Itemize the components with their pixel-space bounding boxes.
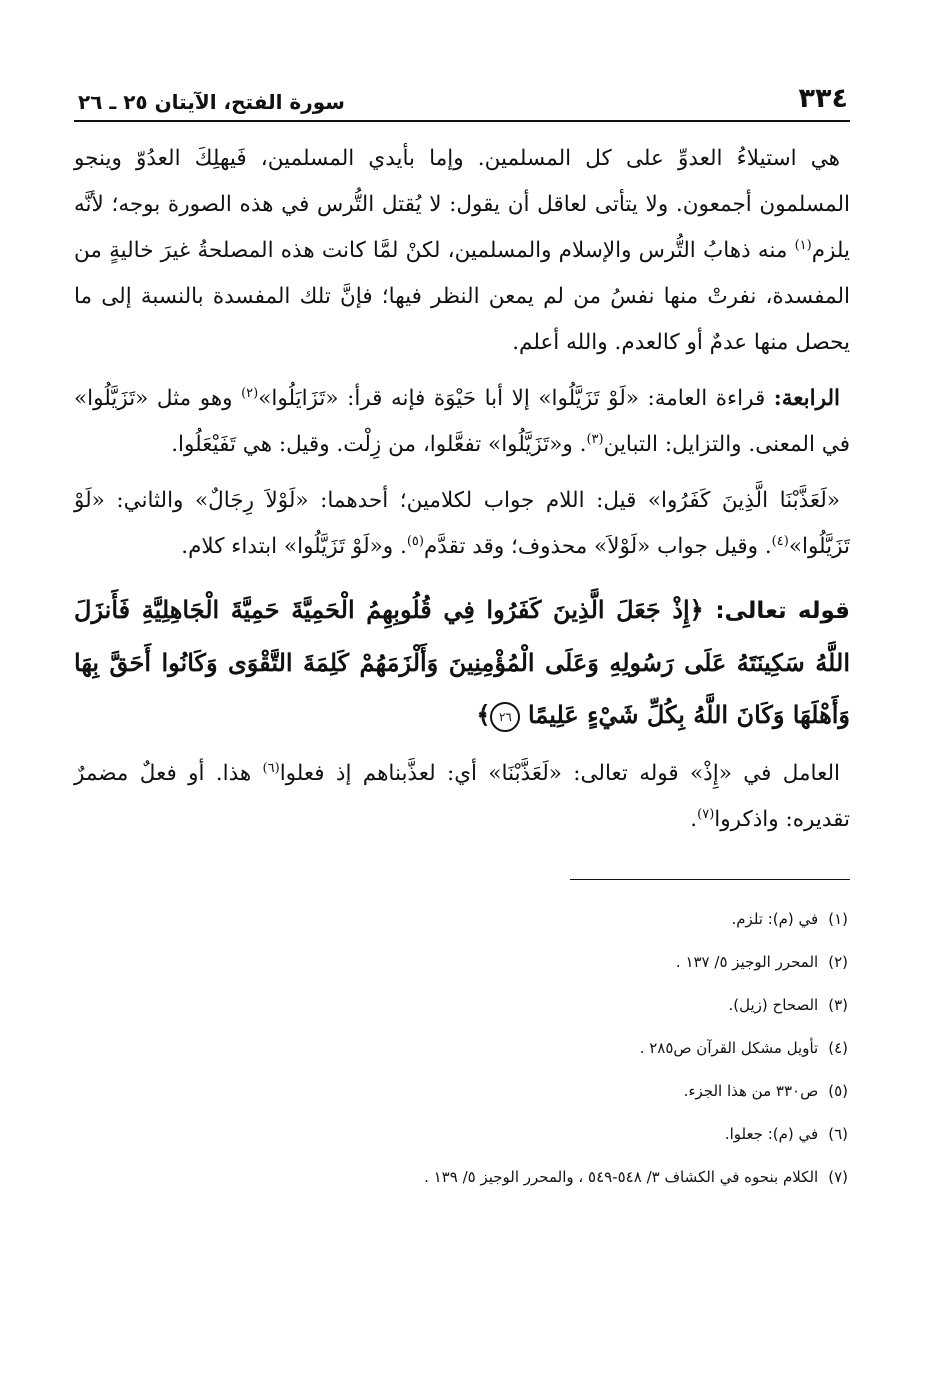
verse-text: ﴿إِذْ جَعَلَ الَّذِينَ كَفَرُوا فِي قُلُوبِهِمُ الْحَمِيَّةَ حَمِيَّةَ الْجَاهِلِيَّةِ فَأَنزَلَ اللَّهُ سَكِينَتَهُ عَلَى رَسُولِهِ وَعَلَى الْمُؤْمِنِينَ وَأَلْزَمَهُمْ كَلِمَةَ التَّقْوَى وَكَانُوا أَحَقَّ بِهَا وَأَهْلَهَا وَكَانَ اللَّهُ بِكُلِّ شَيْءٍ عَلِيمًا — [74, 595, 850, 729]
footnote-ref: (٢) — [241, 385, 259, 401]
paragraph-text: . و«تَزَيَّلُوا» تفعَّلوا، من زِلْت. وقيل: هي تَفَيْعَلُوا. — [171, 432, 587, 457]
footnote-ref: (٥) — [406, 533, 424, 549]
footnote-ref: (١) — [794, 237, 812, 253]
footnote-number: (٧) — [828, 1168, 848, 1186]
footnote-text: المحرر الوجيز ٥/ ١٣٧ . — [675, 953, 819, 971]
footnote-item — [74, 1027, 850, 1070]
paragraph-text: منه ذهابُ التُّرس والإسلام والمسلمين، لكنْ لمَّا كانت هذه المصلحةُ غيرَ خاليةٍ من المفسدة، نفرتْ منها نفسُ من لم يمعن النظر فيها؛ فإنَّ تلك المفسدة بالنسبة إلى ما يحصل منها عدمٌ أو كالعدم. والله أعلم. — [74, 238, 850, 355]
footnote-ref: (٤) — [771, 533, 789, 549]
paragraph-text: . و«لَوْ تَزَيَّلُوا» ابتداء كلام. — [181, 534, 407, 559]
page-header — [74, 78, 850, 122]
section-lead: الرابعة: — [773, 386, 840, 411]
footnote-item — [74, 898, 850, 941]
footnotes — [74, 898, 850, 1199]
paragraph-text: هي استيلاءُ العدوِّ على كل المسلمين. وإما بأيدي المسلمين، فَيهلِكَ العدُوّ وينجو المسلمون أجمعون. ولا يتأتى لعاقل أن يقول: لا يُقتل التُّرس في هذه الصورة بوجه؛ لأنَّه يلزم — [74, 146, 850, 263]
footnote-item — [74, 984, 850, 1027]
footnote-text: تأويل مشكل القرآن ص٢٨٥ . — [639, 1039, 819, 1057]
footnote-number: (٢) — [828, 953, 848, 971]
footnote-text: في (م): جعلوا. — [724, 1125, 819, 1143]
footnote-number: (٦) — [828, 1125, 848, 1143]
footnote-item — [74, 1070, 850, 1113]
footnote-divider — [570, 879, 850, 880]
paragraph-4 — [74, 751, 850, 843]
paragraph-fourth — [74, 376, 850, 468]
paragraph-text: . وقيل جواب «لَوْلاَ» محذوف؛ وقد تقدَّم — [423, 534, 772, 559]
footnote-number: (٤) — [828, 1039, 848, 1057]
paragraph-3 — [74, 478, 850, 570]
footnote-ref: (٦) — [262, 760, 280, 776]
footnote-ref: (٣) — [586, 431, 604, 447]
verse-close-bracket: ﴾ — [476, 700, 491, 729]
main-text — [74, 136, 850, 843]
paragraph-text: قراءة العامة: «لَوْ تَزَيَّلُوا» إلا أبا حَيْوَة فإنه قرأ: «تَزَايَلُوا» — [258, 386, 774, 411]
paragraph-text: وهو مثل «تَزَيَّلُوا» في المعنى. والتزايل: التباين — [74, 386, 850, 457]
ayah-number-marker: ٢٦ — [490, 702, 520, 732]
footnote-number: (٥) — [828, 1082, 848, 1100]
footnote-number: (١) — [828, 910, 848, 928]
footnote-text: الكلام بنحوه في الكشاف ٣/ ٥٤٨-٥٤٩ ، والمحرر الوجيز ٥/ ١٣٩ . — [424, 1168, 819, 1186]
footnote-item — [74, 1113, 850, 1156]
footnote-ref: (٧) — [697, 806, 715, 822]
footnote-item — [74, 941, 850, 984]
footnote-number: (٣) — [828, 996, 848, 1014]
quran-verse — [74, 584, 850, 741]
paragraph-text: العامل في «إِذْ» قوله تعالى: «لَعَذَّبْنَا» أي: لعذَّبناهم إذ فعلوا — [279, 761, 841, 786]
page-number: ٣٣٤ — [798, 83, 848, 114]
footnote-item — [74, 1156, 850, 1199]
footnote-text: الصحاح (زيل). — [728, 996, 819, 1014]
footnote-text: في (م): تلزم. — [731, 910, 819, 928]
footnote-text: ص٣٣٠ من هذا الجزء. — [683, 1082, 819, 1100]
paragraph-text: «لَعَذَّبْنَا الَّذِينَ كَفَرُوا» قيل: اللام جواب لكلامين؛ أحدهما: «لَوْلاَ رِجَالٌ» والثاني: «لَوْ تَزَيَّلُوا» — [74, 488, 850, 559]
running-title: سورة الفتح، الآيتان ٢٥ ـ ٢٦ — [78, 90, 345, 114]
paragraph-text: . — [690, 807, 698, 832]
verse-lead: قوله تعالى: — [715, 598, 850, 624]
paragraph-1 — [74, 136, 850, 366]
paragraph-text: هذا. أو فعلٌ مضمرٌ تقديره: واذكروا — [74, 761, 850, 832]
